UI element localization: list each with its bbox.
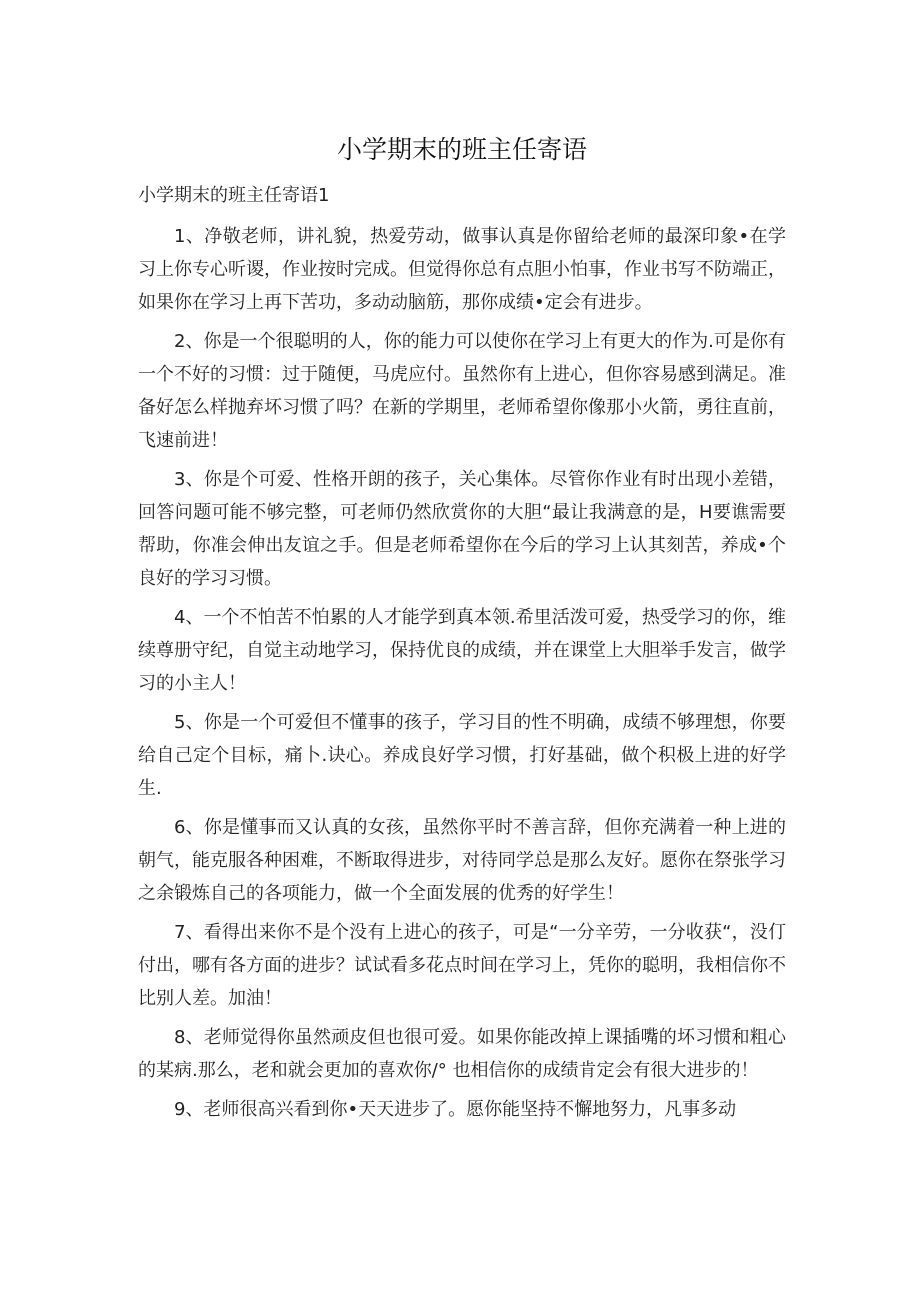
paragraph-2: 2、你是一个很聪明的人，你的能力可以使你在学习上有更大的作为.可是你有一个不好的习惯：过于随便，马虎应付。虽然你有上进心，但你容易感到满足。准备好怎么样抛弃坏习惯了吗？在新的学期里，老师希望你像那小火箭，勇往直前，飞速前进！: [138, 331, 786, 451]
document-page: [138, 0, 786, 1126]
paragraph-8: 8、老师觉得你虽然顽皮但也很可爱。如果你能改掉上课插嘴的坏习惯和粗心的某病.那么，老和就会更加的喜欢你/° 也相信你的成绩肯定会有很大进步的！: [138, 1027, 786, 1081]
paragraph-7: 7、看得出来你不是个没有上进心的孩子，可是“一分辛劳，一分收获“，没仃付出，哪有各方面的进步？试试看多花点时间在学习上，凭你的聪明，我相信你不比别人差。加油！: [138, 922, 786, 1009]
section-heading: 小学期末的班主任寄语1: [138, 185, 330, 206]
paragraph-3: 3、你是个可爱、性格开朗的孩子，关心集体。尽管你作业有时出现小差错，回答问题可能不够完整，可老师仍然欣赏你的大胆“最让我满意的是，H要谯需要帮助，你准会伸出友谊之手。但是老师希望你在今后的学习上认其刻苦，养成•个良好的学习习惯。: [138, 469, 786, 589]
paragraph-4: 4、一个不怕苦不怕累的人才能学到真本领.希里活泼可爱，热受学习的你，维续尊册守纪，自觉主动地学习，保持优良的成绩，并在课堂上大胆举手发言，做学习的小主人！: [138, 607, 786, 694]
paragraph-1: 1、净敬老师，讲礼貌，热爱劳动，做事认真是你留给老师的最深印象•在学习上你专心听谡，作业按时完成。但觉得你总有点胆小怕事，作业书写不防端正，如果你在学习上再下苦功，多动动脑筋，那你成绩•定会有进步。: [138, 226, 786, 313]
paragraph-6: 6、你是懂事而又认真的女孩，虽然你平时不善言辞，但你充满着一种上进的朝气，能克服各种困难，不断取得进步，对待同学总是那么友好。愿你在祭张学习之余锻炼自己的各项能力，做一个全面发展的优秀的好学生！: [138, 817, 786, 904]
paragraph-5: 5、你是一个可爱但不懂事的孩子，学习目的性不明确，成绩不够理想，你要给自己定个目标，痛卜.诀心。养成良好学习惯，打好基础，做个积极上进的好学生.: [138, 712, 786, 799]
paragraph-9: 9、老师很高兴看到你•天天进步了。愿你能坚持不懈地努力，凡事多动: [174, 1099, 737, 1120]
document-title: 小学期末的班主任寄语: [336, 135, 587, 164]
